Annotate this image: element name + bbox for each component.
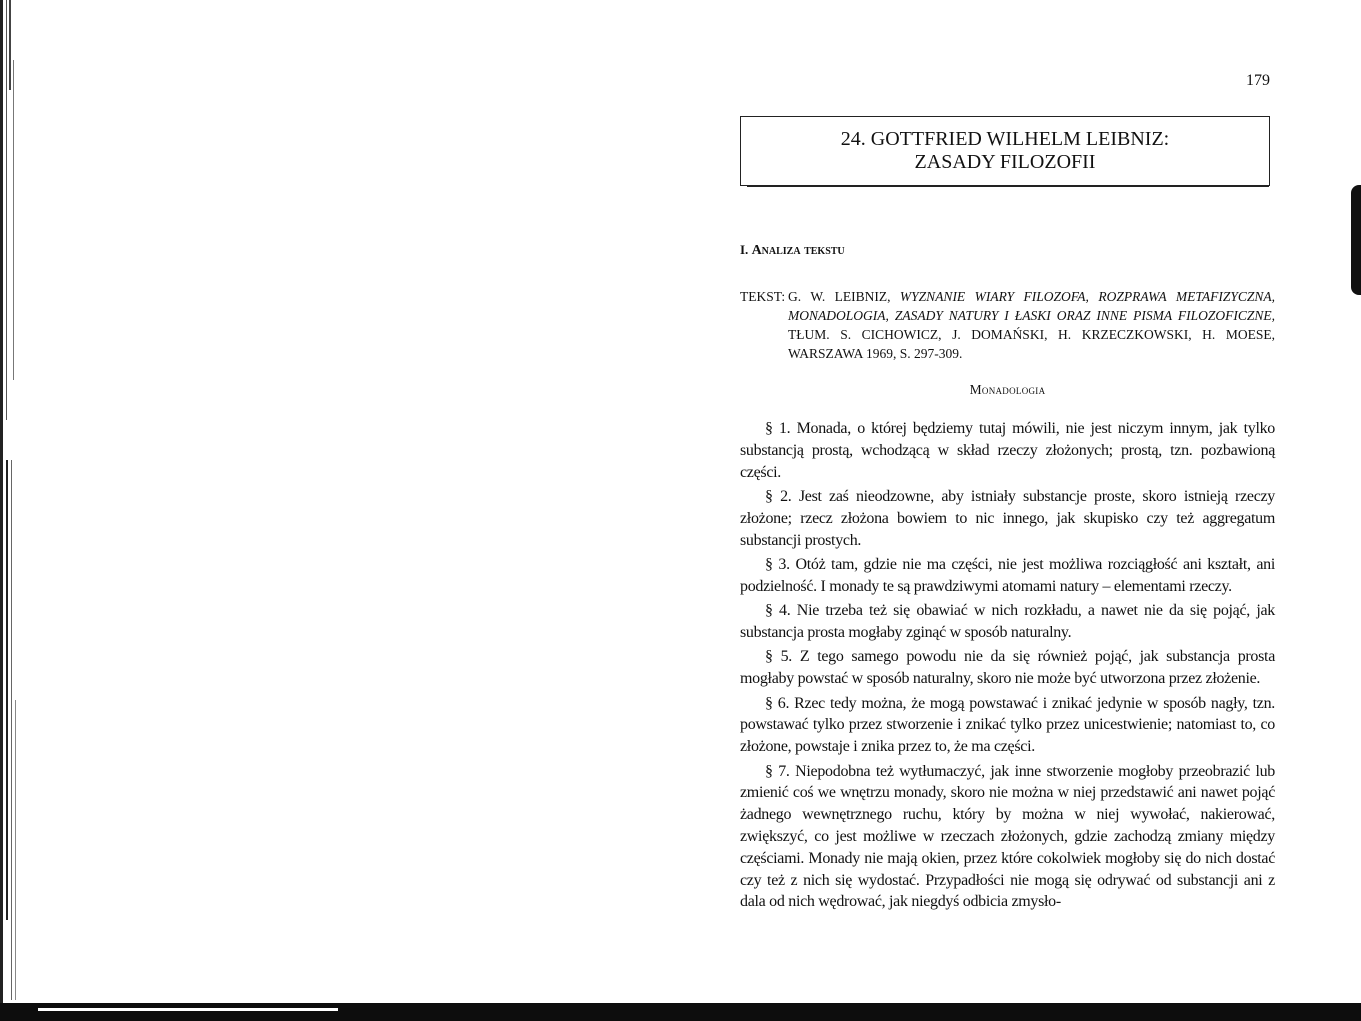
scan-right-edge-shadow [1351,185,1361,295]
section-heading-text: Analiza tekstu [751,243,845,258]
paragraph: § 1. Monada, o której będziemy tutaj mówili, nie jest niczym innym, jak tylko substancją prostą, wchodzącą w skład rzeczy złożonych; prostą, tzn. pozbawioną części. [740,420,1275,481]
source-titles: WYZNANIE WIARY FILOZOFA, ROZPRAWA METAFIZYCZNA, MONADOLOGIA, ZASADY NATURY I ŁASKI ORAZ INNE PISMA FILOZOFICZNE, [788,289,1275,323]
body-text [740,418,1275,916]
source-label: TEKST: [740,289,786,304]
chapter-title-line-1: 24. GOTTFRIED WILHELM LEIBNIZ: [840,128,1170,150]
source-citation [740,287,1275,363]
paragraph: § 7. Niepodobna też wytłumaczyć, jak inne stworzenie mogłoby przeobrazić lub zmienić coś we wnętrzu monady, skoro nie można w niej przedstawić ani nawet pojąć żadnego wewnętrznego ruchu, który by można w niej wywołać, nakierować, zwiększyć, co jest możliwe w rzeczach złożonych, gdzie zachodzą zmiany między częściami. Monady nie mają okien, przez które cokolwiek mogłoby się do nich dostać czy też z nich się wydostać. Przypadłości nie mogą się odrywać od substancji ani z dala od nich wędrować, jak niegdyś odbicia zmysło- [740,762,1275,911]
section-heading [740,242,845,259]
paragraph: § 3. Otóż tam, gdzie nie ma części, nie jest możliwa rozciągłość ani kształt, ani podzielność. I monady te są prawdziwymi atomami natury – elementami rzeczy. [740,555,1275,595]
chapter-title-line-2: ZASADY FILOZOFII [914,151,1096,173]
subheading: Monadologia [969,382,1046,397]
paragraph: § 5. Z tego samego powodu nie da się również pojąć, jak substancja prosta mogłaby powstać w sposób naturalny, skoro nie może być utworzona przez złożenie. [740,648,1275,688]
source-details: TŁUM. S. CICHOWICZ, J. DOMAŃSKI, H. KRZECZKOWSKI, H. MOESE, WARSZAWA 1969, S. 297-309. [788,327,1275,361]
source-body [788,287,1275,363]
scan-binding-edge [0,0,40,1005]
paragraph: § 6. Rzec tedy można, że mogą powstawać i znikać jedynie w sposób nagły, tzn. powstawać tylko przez stworzenie i znikać tylko przez unicestwienie; natomiast to, co złożone, powstaje i znika przez to, że ma części. [740,694,1275,756]
chapter-title-box [740,116,1270,186]
scan-bottom-highlight [38,1008,338,1011]
title-bottom-rule [747,185,1269,187]
paragraph: § 2. Jest zaś nieodzowne, aby istniały substancje proste, skoro istnieją rzeczy złożone; rzecz złożona bowiem to nic innego, jak skupisko czy też aggregatum substancji prostych. [740,487,1275,549]
title-top-rule [747,116,1269,117]
source-author: G. W. LEIBNIZ, [788,289,891,304]
paragraph: § 4. Nie trzeba też się obawiać w nich rozkładu, a nawet nie da się pojąć, jak substancja prosta mogłaby zginąć w sposób naturalny. [740,602,1275,641]
section-heading-number: I. [740,242,749,257]
page-number: 179 [1246,72,1270,89]
scan-bottom-edge [0,1003,1361,1021]
